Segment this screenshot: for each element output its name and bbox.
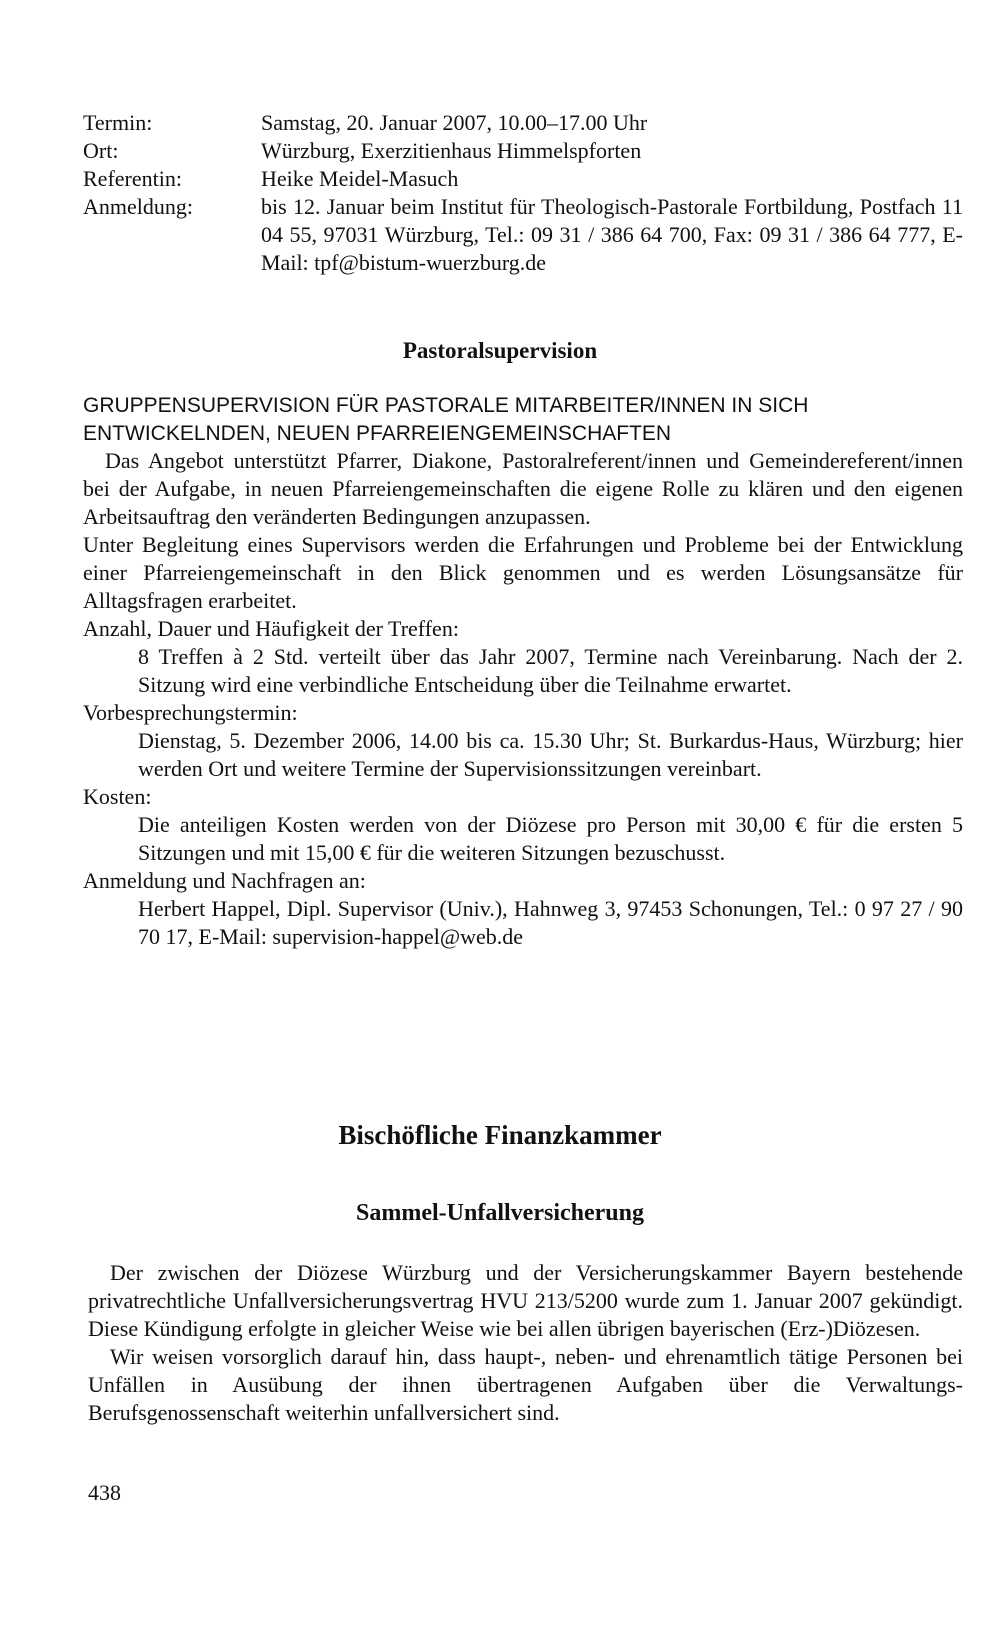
info-label: Termin: [83, 110, 153, 135]
info-row-anmeldung [83, 193, 963, 277]
info-label: Referentin: [83, 166, 182, 191]
paragraph: Unter Begleitung eines Supervisors werden die Erfahrungen und Probleme bei der Entwicklung einer Pfarreiengemeinschaft in den Blick genommen und es werden Lösungsansätze für Alltagsfragen erarbeitet. [83, 532, 963, 613]
paragraph: Der zwischen der Diözese Würzburg und der Versicherungskammer Bayern bestehende privatrechtliche Unfallversicherungsvertrag HVU 213/5200 wurde zum 1. Januar 2007 gekündigt. Diese Kündigung erfolgte in gleicher Weise wie bei allen übrigen bayerischen (Erz-)Diözesen. [88, 1260, 963, 1341]
subsection-label: Anmeldung und Nachfragen an: [83, 868, 366, 893]
page-number: 438 [88, 1480, 121, 1505]
info-label: Anmeldung: [83, 194, 193, 219]
indented-text: Herbert Happel, Dipl. Supervisor (Univ.), Hahnweg 3, 97453 Schonungen, Tel.: 0 97 27 / 90 70 17, E-Mail: supervision-happel@web.de [138, 896, 963, 949]
event-info-table [83, 109, 963, 277]
info-value: Samstag, 20. Januar 2007, 10.00–17.00 Uhr [261, 110, 648, 135]
block-title: GRUPPENSUPERVISION FÜR PASTORALE MITARBEITER/INNEN IN SICH ENTWICKELNDEN, NEUEN PFARREIENGEMEINSCHAFTEN [83, 394, 809, 445]
info-value: bis 12. Januar beim Institut für Theologisch-Pastorale Fortbildung, Postfach 11 04 55, 97031 Würzburg, Tel.: 09 31 / 386 64 700, Fax: 09 31 / 386 64 777, E-Mail: tpf@bistum-wuerzburg.de [261, 194, 963, 275]
info-row-referentin [83, 165, 963, 193]
section-heading-pastoralsupervision: Pastoralsupervision [402, 338, 598, 363]
info-row-ort [83, 137, 963, 165]
indented-text: Dienstag, 5. Dezember 2006, 14.00 bis ca. 15.30 Uhr; St. Burkardus-Haus, Würzburg; hier werden Ort und weitere Termine der Supervisionssitzungen vereinbart. [138, 728, 963, 781]
paragraph: Wir weisen vorsorglich darauf hin, dass haupt-, neben- und ehrenamtlich tätige Personen bei Unfällen in Ausübung der ihnen übertragenen Aufgaben über die Verwaltungs-Berufsgenossenschaft weiterhin unfallversichert sind. [88, 1344, 963, 1425]
info-label: Ort: [83, 138, 119, 163]
section-body-unfallversicherung [88, 1259, 963, 1427]
info-value: Würzburg, Exerzitienhaus Himmelspforten [261, 138, 642, 163]
section-body-pastoralsupervision [83, 447, 963, 951]
info-value: Heike Meidel-Masuch [261, 166, 459, 191]
section-subheading-unfallversicherung: Sammel-Unfallversicherung [356, 1200, 644, 1226]
subsection-label: Kosten: [83, 784, 152, 809]
section-heading-finanzkammer: Bischöfliche Finanzkammer [338, 1120, 662, 1150]
subsection-label: Vorbesprechungstermin: [83, 700, 298, 725]
info-row-termin [83, 109, 963, 137]
subsection-label: Anzahl, Dauer und Häufigkeit der Treffen: [83, 616, 459, 641]
indented-text: Die anteiligen Kosten werden von der Diözese pro Person mit 30,00 € für die ersten 5 Sitzungen und mit 15,00 € für die weiteren Sitzungen bezuschusst. [138, 812, 963, 865]
indented-text: 8 Treffen à 2 Std. verteilt über das Jahr 2007, Termine nach Vereinbarung. Nach der 2. Sitzung wird eine verbindliche Entscheidung über die Teilnahme erwartet. [138, 644, 963, 697]
paragraph: Das Angebot unterstützt Pfarrer, Diakone, Pastoralreferent/innen und Gemeindereferent/innen bei der Aufgabe, in neuen Pfarreiengemeinschaften die eigene Rolle zu klären und den eigenen Arbeitsauftrag den veränderten Bedingungen anzupassen. [83, 448, 963, 529]
